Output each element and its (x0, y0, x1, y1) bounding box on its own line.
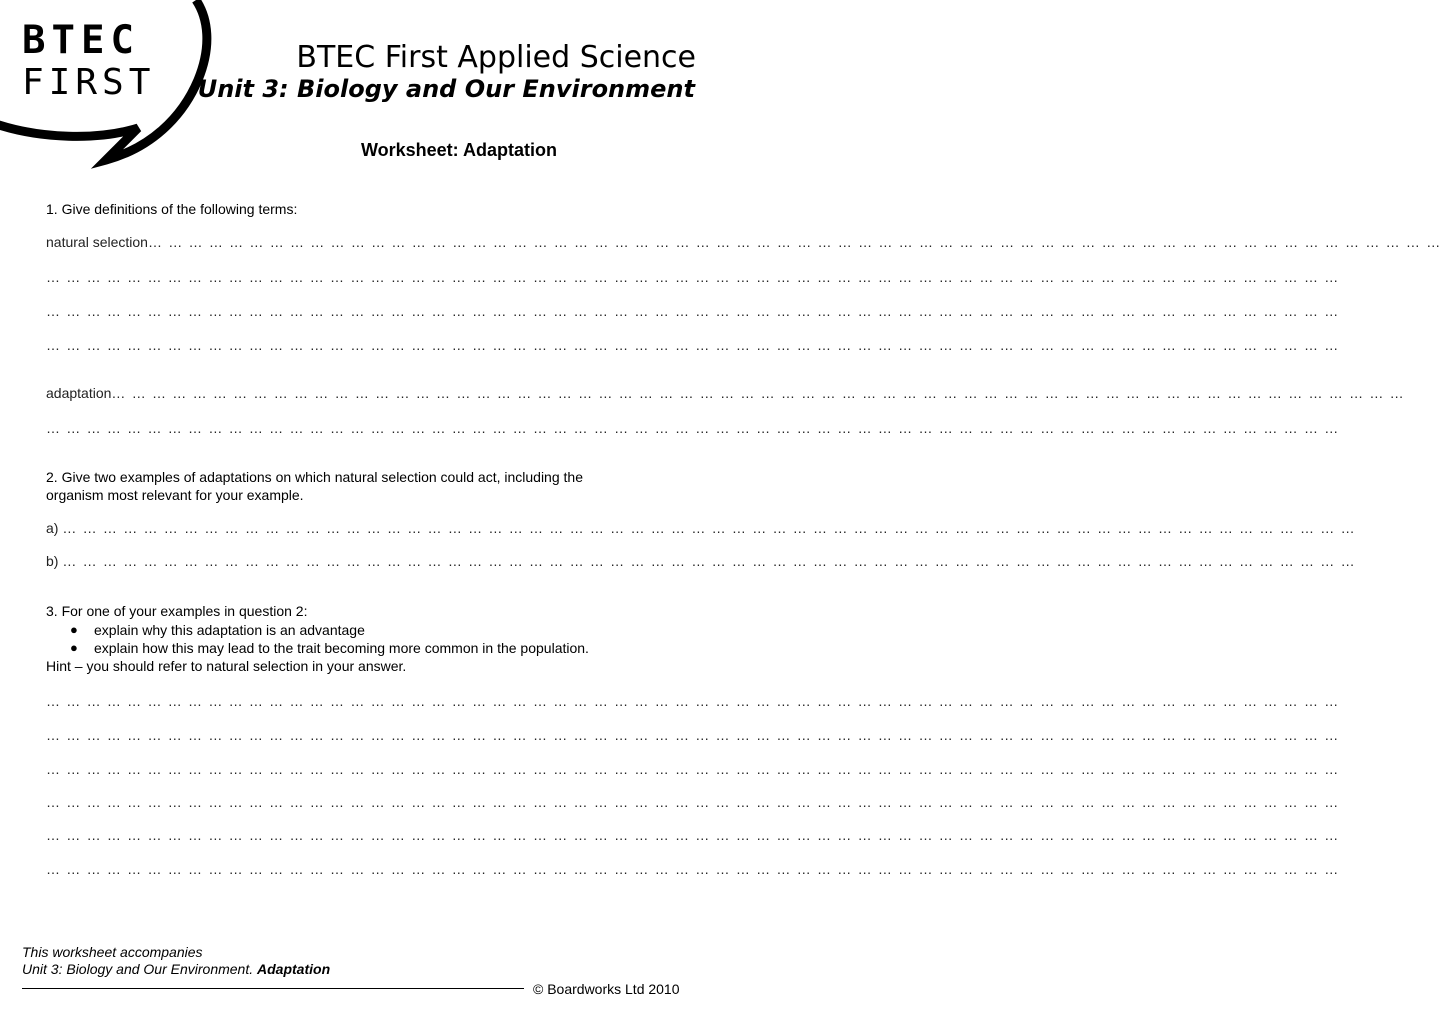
course-title: BTEC First Applied Science (296, 40, 696, 75)
answer-label-b: b) (46, 553, 59, 569)
logo-first: FIRST (22, 62, 156, 103)
footer-topic: Adaptation (257, 961, 331, 977)
answer-line[interactable]: … … … … … … … … … … … … … … … … … … … … … … … … … … … … … … … … … … … … … … … … … … … … … … … … … … … … … … … … … … … … … … … … (46, 761, 1340, 777)
q3-prompt: 3. For one of your examples in question 2: (46, 603, 308, 619)
unit-title-clip (197, 74, 700, 110)
answer-line[interactable]: … … … … … … … … … … … … … … … … … … … … … … … … … … … … … … … … … … … … … … … … … … … … … … … … … … … … … … … … … … … … … … … … (46, 827, 1340, 843)
answer-line[interactable]: … … … … … … … … … … … … … … … … … … … … … … … … … … … … … … … … … … … … … … … … … … … … … … … … … … … … … … … … … … … … … … … … (46, 861, 1340, 877)
q2-prompt-line1: 2. Give two examples of adaptations on which natural selection could act, including the (46, 469, 583, 485)
logo-btec: BTEC (22, 18, 140, 63)
footer-divider (22, 988, 524, 989)
q2-prompt-line2: organism most relevant for your example. (46, 487, 304, 503)
copyright: © Boardworks Ltd 2010 (533, 981, 680, 997)
bullet-icon: ● (70, 640, 78, 655)
answer-line[interactable]: natural selection… … … … … … … … … … … … … … … … … … … … … … … … … … … … … … … … … … … … … … … … … … … … … … … … … … … … … … … … … … … … … … … … (46, 234, 1441, 250)
q3-hint: Hint – you should refer to natural selection in your answer. (46, 658, 407, 674)
unit-title: Unit 3: Biology and Our Environment (197, 75, 695, 103)
answer-line[interactable]: … … … … … … … … … … … … … … … … … … … … … … … … … … … … … … … … … … … … … … … … … … … … … … … … … … … … … … … … … … … … … … … … (46, 337, 1340, 353)
term-natural-selection: natural selection (46, 234, 148, 250)
term-adaptation: adaptation (46, 385, 112, 401)
answer-label-a: a) (46, 520, 59, 536)
answer-line[interactable]: … … … … … … … … … … … … … … … … … … … … … … … … … … … … … … … … … … … … … … … … … … … … … … … … … … … … … … … … … … … … … … … … (46, 303, 1340, 319)
answer-line-b[interactable]: b) … … … … … … … … … … … … … … … … … … … … … … … … … … … … … … … … … … … … … … … … … … … … … … … … … … … … … … … … … … … … … … … … (46, 553, 1356, 569)
answer-line[interactable]: … … … … … … … … … … … … … … … … … … … … … … … … … … … … … … … … … … … … … … … … … … … … … … … … … … … … … … … … … … … … … … … … (46, 269, 1340, 285)
answer-line[interactable]: … … … … … … … … … … … … … … … … … … … … … … … … … … … … … … … … … … … … … … … … … … … … … … … … … … … … … … … … … … … … … … … … (46, 693, 1340, 709)
bullet-icon: ● (70, 622, 78, 637)
answer-line[interactable]: … … … … … … … … … … … … … … … … … … … … … … … … … … … … … … … … … … … … … … … … … … … … … … … … … … … … … … … … … … … … … … … … (46, 727, 1340, 743)
answer-line-a[interactable]: a) … … … … … … … … … … … … … … … … … … … … … … … … … … … … … … … … … … … … … … … … … … … … … … … … … … … … … … … … … … … … … … … … (46, 520, 1356, 536)
footer-line1: This worksheet accompanies (22, 944, 203, 960)
q1-prompt: 1. Give definitions of the following terms: (46, 201, 298, 217)
footer-line2: Unit 3: Biology and Our Environment. Adaptation (22, 961, 331, 977)
answer-line[interactable]: … … … … … … … … … … … … … … … … … … … … … … … … … … … … … … … … … … … … … … … … … … … … … … … … … … … … … … … … … … … … … … … … (46, 420, 1340, 436)
worksheet-title: Worksheet: Adaptation (360, 140, 557, 160)
answer-line[interactable]: adaptation… … … … … … … … … … … … … … … … … … … … … … … … … … … … … … … … … … … … … … … … … … … … … … … … … … … … … … … … … … … … … … … … (46, 385, 1405, 401)
answer-line[interactable]: … … … … … … … … … … … … … … … … … … … … … … … … … … … … … … … … … … … … … … … … … … … … … … … … … … … … … … … … … … … … … … … … (46, 794, 1340, 810)
